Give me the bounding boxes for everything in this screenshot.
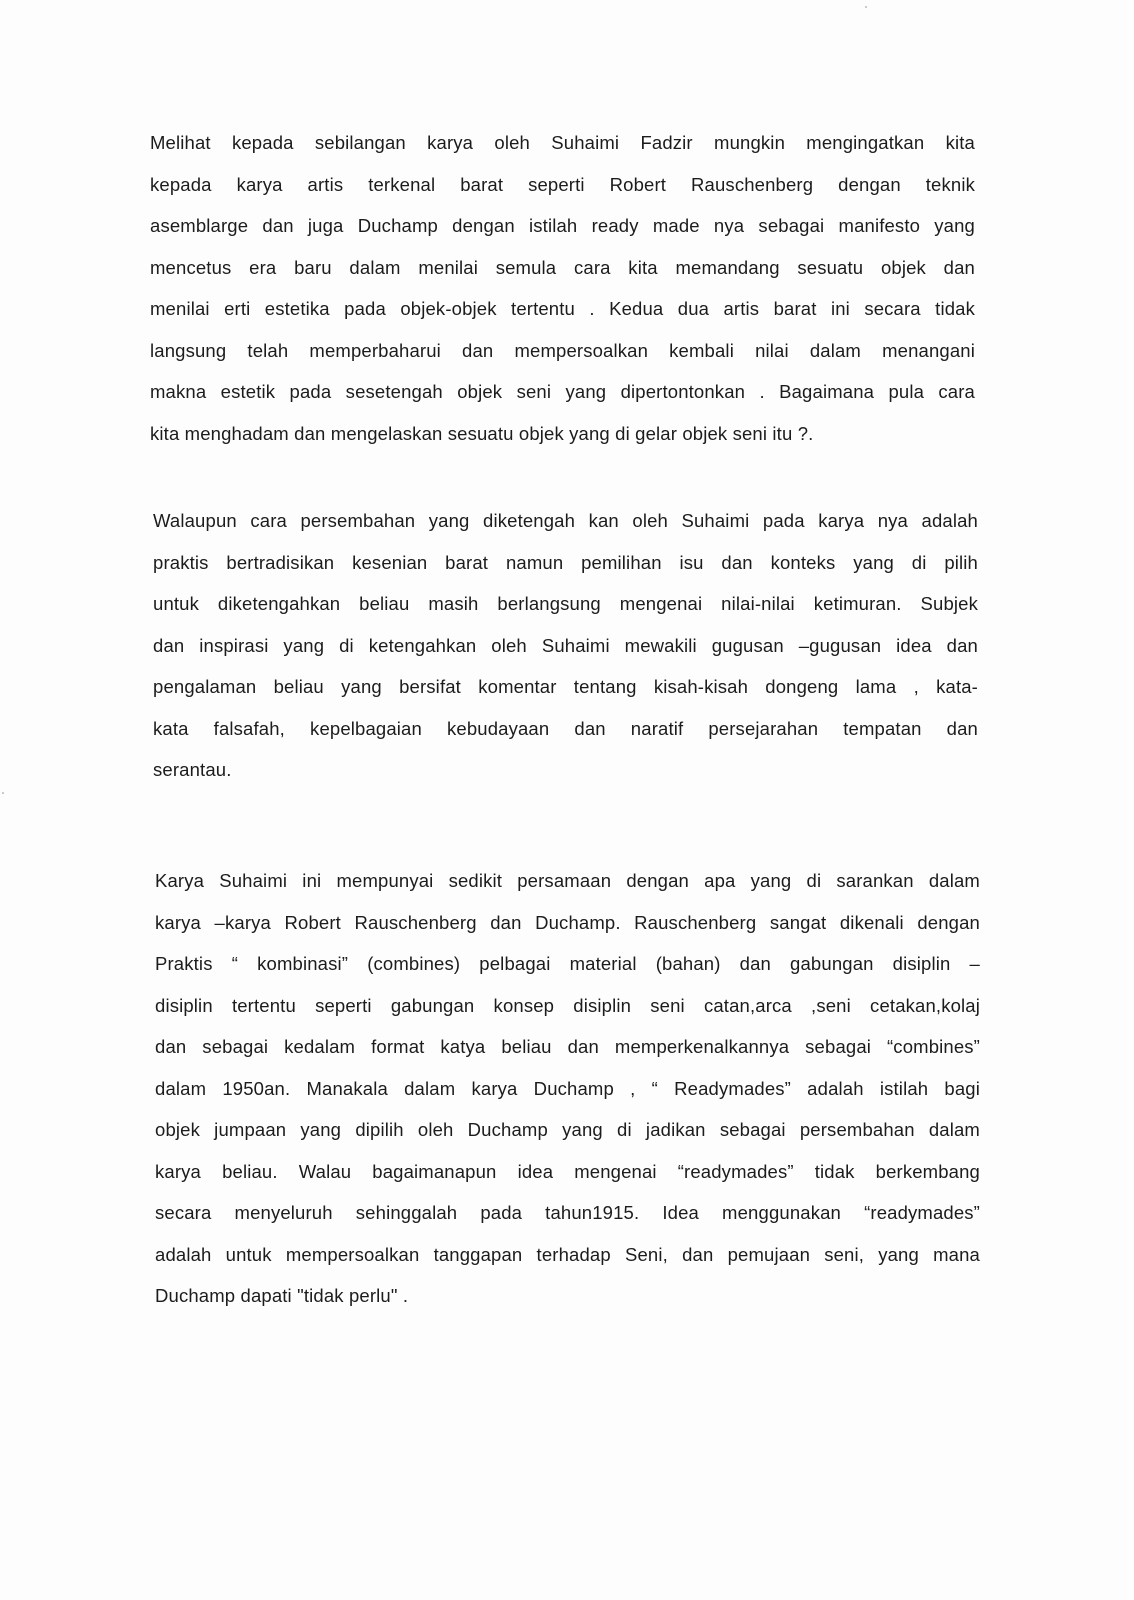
- text-line: disiplin tertentu seperti gabungan konsep disiplin seni catan,arca ,seni cetakan,kolaj: [155, 994, 980, 1016]
- scan-speck: [2, 792, 4, 794]
- paragraph-2: [153, 500, 978, 791]
- text-line: makna estetik pada sesetengah objek seni yang dipertontonkan . Bagaimana pula cara: [150, 381, 975, 402]
- text-line: adalah untuk mempersoalkan tanggapan terhadap Seni, dan pemujaan seni, yang mana: [155, 1243, 980, 1265]
- scan-speck: [865, 6, 867, 8]
- text-line: mencetus era baru dalam menilai semula cara kita memandang sesuatu objek dan: [150, 256, 975, 278]
- text-line: menilai erti estetika pada objek-objek tertentu . Kedua dua artis barat ini secara tidak: [150, 298, 975, 319]
- text-line: Praktis “ kombinasi” (combines) pelbagai material (bahan) dan gabungan disiplin –: [155, 953, 980, 974]
- text-line: dan sebagai kedalam format katya beliau dan memperkenalkannya sebagai “combines”: [155, 1036, 980, 1057]
- text-line: untuk diketengahkan beliau masih berlangsung mengenai nilai-nilai ketimuran. Subjek: [153, 593, 978, 614]
- text-line: praktis bertradisikan kesenian barat namun pemilihan isu dan konteks yang di pilih: [153, 551, 978, 573]
- text-line: kata falsafah, kepelbagaian kebudayaan dan naratif persejarahan tempatan dan: [153, 717, 978, 739]
- text-line: Walaupun cara persembahan yang diketengah kan oleh Suhaimi pada karya nya adalah: [153, 510, 978, 531]
- text-line: asemblarge dan juga Duchamp dengan istilah ready made nya sebagai manifesto yang: [150, 215, 975, 236]
- text-line: Karya Suhaimi ini mempunyai sedikit persamaan dengan apa yang di sarankan dalam: [155, 870, 980, 891]
- text-line: secara menyeluruh sehinggalah pada tahun1915. Idea menggunakan “readymades”: [155, 1202, 980, 1223]
- text-line: Melihat kepada sebilangan karya oleh Suhaimi Fadzir mungkin mengingatkan kita: [150, 132, 975, 153]
- text-line: dan inspirasi yang di ketengahkan oleh Suhaimi mewakili gugusan –gugusan idea dan: [153, 634, 978, 656]
- text-line: kita menghadam dan mengelaskan sesuatu objek yang di gelar objek seni itu ?.: [150, 422, 814, 444]
- text-line: pengalaman beliau yang bersifat komentar tentang kisah-kisah dongeng lama , kata-: [153, 676, 978, 697]
- text-line: serantau.: [153, 759, 232, 780]
- text-line: kepada karya artis terkenal barat seperti Robert Rauschenberg dengan teknik: [150, 173, 975, 195]
- text-line: karya beliau. Walau bagaimanapun idea mengenai “readymades” tidak berkembang: [155, 1160, 980, 1182]
- paragraph-3: [155, 860, 980, 1317]
- text-line: langsung telah memperbaharui dan mempersoalkan kembali nilai dalam menangani: [150, 339, 975, 361]
- paragraph-1: [150, 122, 975, 454]
- text-line: dalam 1950an. Manakala dalam karya Duchamp , “ Readymades” adalah istilah bagi: [155, 1077, 980, 1099]
- text-line: karya –karya Robert Rauschenberg dan Duchamp. Rauschenberg sangat dikenali dengan: [155, 911, 980, 933]
- text-line: objek jumpaan yang dipilih oleh Duchamp yang di jadikan sebagai persembahan dalam: [155, 1119, 980, 1140]
- text-line: Duchamp dapati "tidak perlu" .: [155, 1285, 409, 1306]
